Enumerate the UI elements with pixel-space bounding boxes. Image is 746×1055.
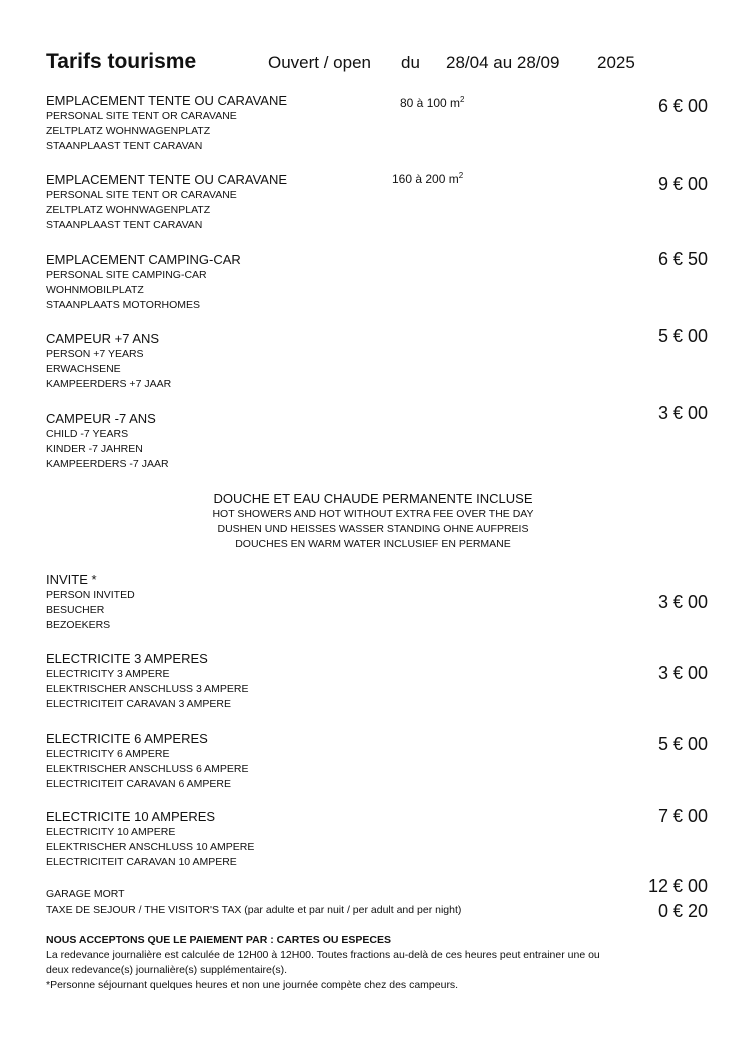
item-sub: ZELTPLATZ WOHNWAGENPLATZ [46,125,211,137]
item-sub: ELECTRICITY 6 AMPERE [46,748,170,760]
tax-label: TAXE DE SEJOUR / THE VISITOR'S TAX (par adulte et par nuit / per adult and per night) [46,904,462,916]
item-sub: ELEKTRISCHER ANSCHLUSS 6 AMPERE [46,763,249,775]
payment-note: NOUS ACCEPTONS QUE LE PAIEMENT PAR : CARTES OU ESPECES [46,934,391,946]
item-sub: PERSON INVITED [46,589,135,601]
item-title: ELECTRICITE 3 AMPERES [46,651,208,666]
item-sub: ELECTRICITY 10 AMPERE [46,826,176,838]
item-sub: PERSON +7 YEARS [46,348,144,360]
item-title: CAMPEUR -7 ANS [46,411,156,426]
item-price: 7 € 00 [657,806,708,826]
item-sub: ELECTRICITEIT CARAVAN 6 AMPERE [46,778,231,790]
item-price: 5 € 00 [657,326,708,346]
season-dates: 28/04 au 28/09 [446,53,560,72]
item-sub: BESUCHER [46,604,105,616]
notice-sub: HOT SHOWERS AND HOT WITHOUT EXTRA FEE OVER THE DAY [212,508,534,520]
item-sub: ELEKTRISCHER ANSCHLUSS 10 AMPERE [46,841,255,853]
shower-notice [0,491,746,552]
item-area: 80 à 100 $m^2$ [400,95,465,110]
fee-note-line: La redevance journalière est calculée de 12H00 à 12H00. Toutes fractions au-delà de ces heures peut entrainer une ou [46,949,600,961]
garage-price: 12 € 00 [647,876,708,896]
tariff-item [46,411,169,472]
item-price: 9 € 00 [657,174,708,194]
tariff-item [46,651,248,712]
item-price: 3 € 00 [657,663,708,683]
item-title: EMPLACEMENT CAMPING-CAR [46,252,241,267]
tax-price: 0 € 20 [657,901,708,921]
tariff-item [46,252,241,313]
item-area: 160 à 200 $m^2$ [392,171,464,186]
item-sub: ERWACHSENE [46,363,121,375]
tariff-item [46,172,287,233]
item-title: INVITE * [46,572,97,587]
item-sub: KINDER -7 JAHREN [46,443,143,455]
tariff-item [46,331,171,392]
item-price: 6 € 00 [657,96,708,116]
item-sub: PERSONAL SITE TENT OR CARAVANE [46,189,237,201]
page-title: Tarifs tourisme [46,50,197,73]
item-sub: ELECTRICITY 3 AMPERE [46,668,170,680]
item-title: CAMPEUR +7 ANS [46,331,160,346]
item-price: 3 € 00 [657,403,708,423]
notice-sub: DOUCHES EN WARM WATER INCLUSIEF EN PERMANE [235,538,511,550]
item-sub: CHILD -7 YEARS [46,428,129,440]
item-sub: STAANPLAAST TENT CARAVAN [46,219,203,231]
item-sub: STAANPLAAST TENT CARAVAN [46,140,203,152]
item-sub: PERSONAL SITE CAMPING-CAR [46,269,207,281]
item-sub: BEZOEKERS [46,619,111,631]
tariff-item [46,731,248,792]
garage-label: GARAGE MORT [46,888,125,900]
item-sub: ZELTPLATZ WOHNWAGENPLATZ [46,204,211,216]
item-title: ELECTRICITE 6 AMPERES [46,731,208,746]
item-sub: STAANPLAATS MOTORHOMES [46,299,201,311]
fee-note-line: deux redevance(s) journalière(s) supplémentaire(s). [46,964,288,976]
item-sub: WOHNMOBILPLATZ [46,284,144,296]
item-title: EMPLACEMENT TENTE OU CARAVANE [46,172,288,187]
item-sub: ELECTRICITEIT CARAVAN 3 AMPERE [46,698,231,710]
open-label: Ouvert / open [268,53,372,72]
season-year: 2025 [597,53,635,72]
tariff-item [46,572,135,633]
item-sub: ELEKTRISCHER ANSCHLUSS 3 AMPERE [46,683,249,695]
item-sub: PERSONAL SITE TENT OR CARAVANE [46,110,237,122]
item-sub: KAMPEERDERS -7 JAAR [46,458,169,470]
item-price: 6 € 50 [657,249,708,269]
guest-footnote: *Personne séjournant quelques heures et non une journée compète chez des campeurs. [46,979,459,991]
item-sub: ELECTRICITEIT CARAVAN 10 AMPERE [46,856,237,868]
notice-sub: DUSHEN UND HEISSES WASSER STANDING OHNE AUFPREIS [217,523,529,535]
item-price: 5 € 00 [657,734,708,754]
du-label: du [401,53,420,72]
tariff-item [46,809,254,870]
notice-title: DOUCHE ET EAU CHAUDE PERMANENTE INCLUSE [213,491,533,506]
item-title: EMPLACEMENT TENTE OU CARAVANE [46,93,288,108]
tariff-item [46,93,287,154]
item-sub: KAMPEERDERS +7 JAAR [46,378,172,390]
item-price: 3 € 00 [657,592,708,612]
item-title: ELECTRICITE 10 AMPERES [46,809,216,824]
